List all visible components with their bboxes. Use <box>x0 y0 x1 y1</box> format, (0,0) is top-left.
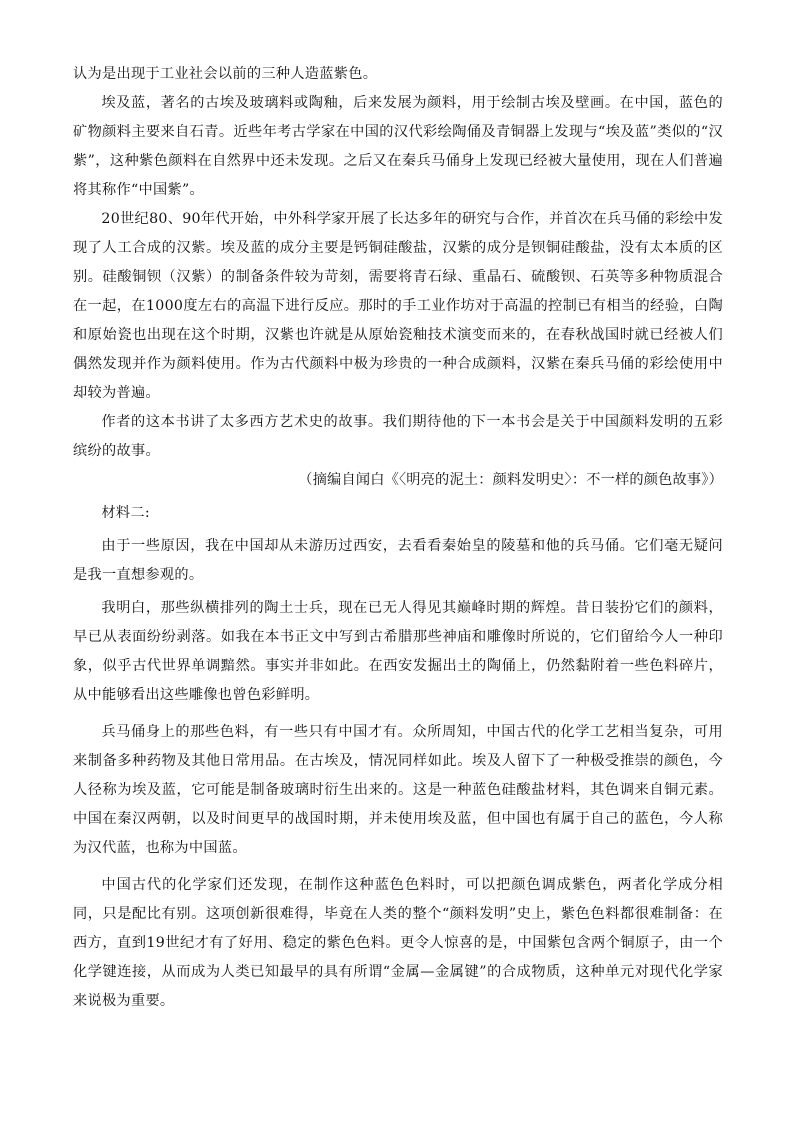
document-body <box>73 60 723 1016</box>
material-paragraph-xian: 由于一些原因，我在中国却从未游历过西安，去看看秦始皇的陵墓和他的兵马俑。它们毫无疑问是我一直想参观的。 <box>73 538 723 583</box>
paragraph-author-book: 作者的这本书讲了太多西方艺术史的故事。我们期待他的下一本书会是关于中国颜料发明的五彩缤纷的故事。 <box>73 414 723 459</box>
material-paragraph-pigments: 兵马俑身上的那些色料，有一些只有中国才有。众所周知，中国古代的化学工艺相当复杂，可用来制备多种药物及其他日常用品。在古埃及，情况同样如此。埃及人留下了一种极受推崇的颜色，今人径称为埃及蓝，它可能是制备玻璃时衍生出来的。这是一种蓝色硅酸盐材料，其色调来自铜元素。中国在秦汉两朝，以及时间更早的战国时期，并未使用埃及蓝，但中国也有属于自己的蓝色，今人称为汉代蓝，也称为中国蓝。 <box>73 724 723 856</box>
paragraph-egyptian-blue: 埃及蓝，著名的古埃及玻璃料或陶釉，后来发展为颜料，用于绘制古埃及壁画。在中国，蓝色的矿物颜料主要来自石青。近些年考古学家在中国的汉代彩绘陶俑及青铜器上发现与“埃及蓝”类似的“汉紫”，这种紫色颜料在自然界中还未发现。之后又在秦兵马俑身上发现已经被大量使用，现在人们普遍将其称作“中国紫”。 <box>73 95 723 198</box>
citation: （摘编自闻白《〈明亮的泥土：颜料发明史〉：不一样的颜色故事》） <box>298 472 723 488</box>
material-paragraph-chemists: 中国古代的化学家们还发现，在制作这种蓝色色料时，可以把颜色调成紫色，两者化学成分相同，只是配比有别。这项创新很难得，毕竟在人类的整个“颜料发明”史上，紫色色料都很难制备：在西方，直到19世纪才有了好用、稳定的紫色色料。更令人惊喜的是，中国紫包含两个铜原子，由一个化学键连接，从而成为人类已知最早的具有所谓“金属—金属键”的合成物质，这种单元对现代化学家来说极为重要。 <box>73 877 723 1009</box>
material-paragraph-terracotta: 我明白，那些纵横排列的陶土士兵，现在已无人得见其巅峰时期的辉煌。昔日装扮它们的颜料，早已从表面纷纷剥落。如我在本书正文中写到古希腊那些神庙和雕像时所说的，它们留给今人一种印象，似乎古代世界单调黯然。事实并非如此。在西安发掘出土的陶俑上，仍然黏附着一些色料碎片，从中能够看出这些雕像也曾色彩鲜明。 <box>73 600 723 703</box>
paragraph-continued: 认为是出现于工业社会以前的三种人造蓝紫色。 <box>73 66 378 82</box>
material-two-label: 材料二: <box>101 505 150 521</box>
paragraph-han-purple-research: 20世纪80、90年代开始，中外科学家开展了长达多年的研究与合作，并首次在兵马俑的彩绘中发现了人工合成的汉紫。埃及蓝的成分主要是钙铜硅酸盐，汉紫的成分是钡铜硅酸盐，没有太本质的区别。硅酸铜钡（汉紫）的制备条件较为苛刻，需要将青石绿、重晶石、硫酸钡、石英等多种物质混合在一起，在1000度左右的高温下进行反应。那时的手工业作坊对于高温的控制已有相当的经验，白陶和原始瓷也出现在这个时期，汉紫也许就是从原始瓷釉技术演变而来的，在春秋战国时就已经被人们偶然发现并作为颜料使用。作为古代颜料中极为珍贵的一种合成颜料，汉紫在秦兵马俑的彩绘使用中却较为普遍。 <box>73 211 723 401</box>
